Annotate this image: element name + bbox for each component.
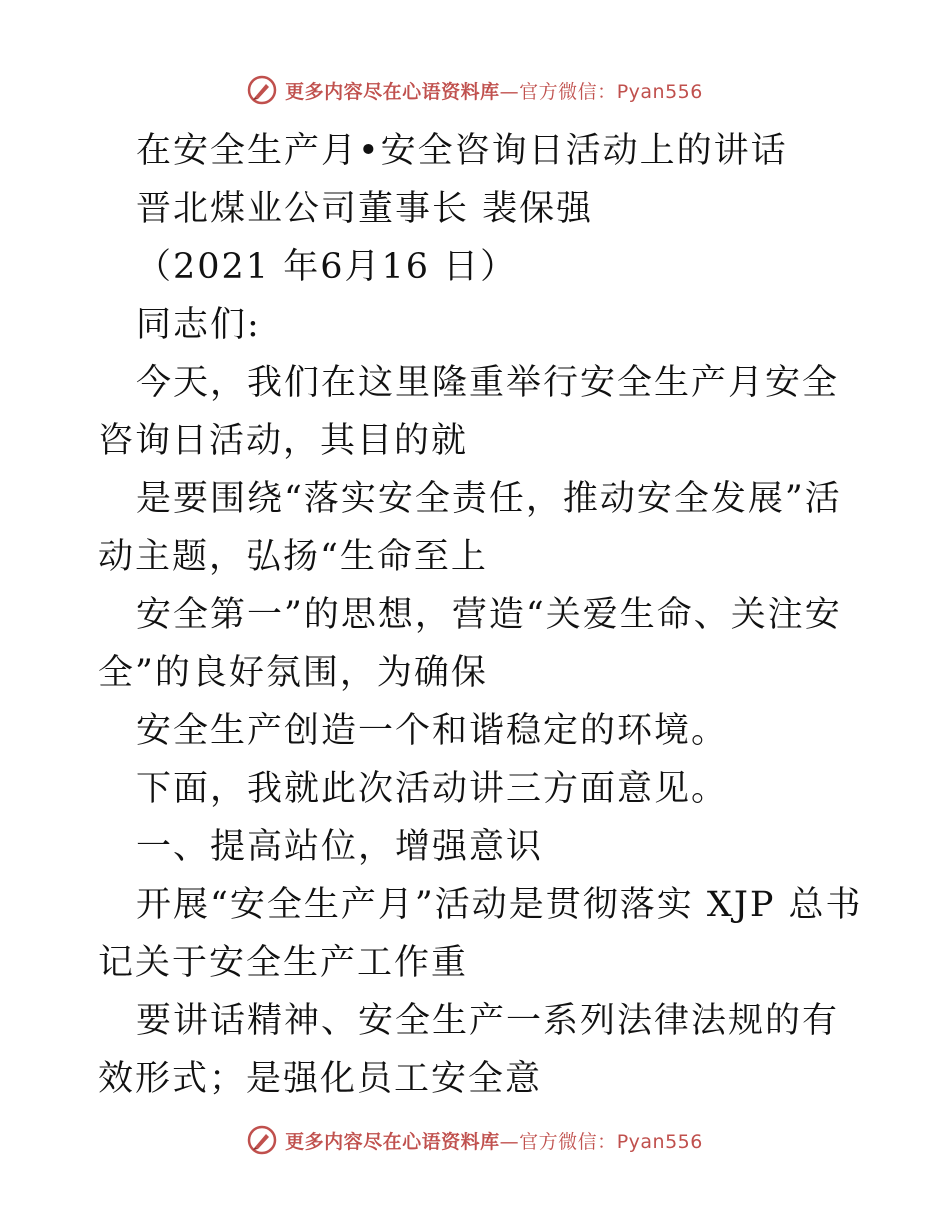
body-paragraph: 是要围绕“落实安全责任，推动安全发展”活动主题，弘扬“生命至上	[98, 479, 842, 577]
banner-separator: —	[499, 80, 520, 103]
banner-wechat-id: Pyan556	[616, 80, 703, 103]
body-paragraph: 今天，我们在这里隆重举行安全生产月安全咨询日活动，其目的就	[98, 363, 840, 461]
body-paragraph: 安全第一”的思想，营造“关爱生命、关注安全”的良好氛围，为确保	[98, 595, 842, 693]
banner-text	[285, 1127, 703, 1154]
header-banner	[0, 72, 950, 108]
body-paragraph: 安全生产创造一个和谐稳定的环境。	[136, 711, 729, 751]
speech-date: （2021 年6月16 日）	[136, 247, 518, 287]
banner-separator: —	[499, 1130, 520, 1153]
banner-text	[285, 77, 703, 104]
salutation: 同志们:	[136, 305, 261, 345]
speaker-line: 晋北煤业公司董事长 裴保强	[136, 189, 594, 229]
body-paragraph: 开展“安全生产月”活动是贯彻落实 XJP 总书记关于安全生产工作重	[98, 885, 863, 983]
body-paragraph: 要讲话精神、安全生产一系列法律法规的有效形式；是强化员工安全意	[98, 1001, 840, 1099]
pen-logo-icon	[247, 75, 277, 105]
banner-main-text: 更多内容尽在心语资料库	[285, 80, 500, 103]
banner-wechat-label: 官方微信：	[519, 80, 617, 103]
section-heading: 一、提高站位，增强意识	[136, 827, 544, 867]
body-paragraph: 下面，我就此次活动讲三方面意见。	[136, 769, 729, 809]
banner-main-text: 更多内容尽在心语资料库	[285, 1130, 500, 1153]
footer-banner	[0, 1122, 950, 1158]
banner-wechat-id: Pyan556	[616, 1130, 703, 1153]
banner-wechat-label: 官方微信：	[519, 1130, 617, 1153]
speech-title: 在安全生产月•安全咨询日活动上的讲话	[136, 131, 788, 171]
document-body	[98, 122, 868, 1108]
pen-logo-icon	[247, 1125, 277, 1155]
